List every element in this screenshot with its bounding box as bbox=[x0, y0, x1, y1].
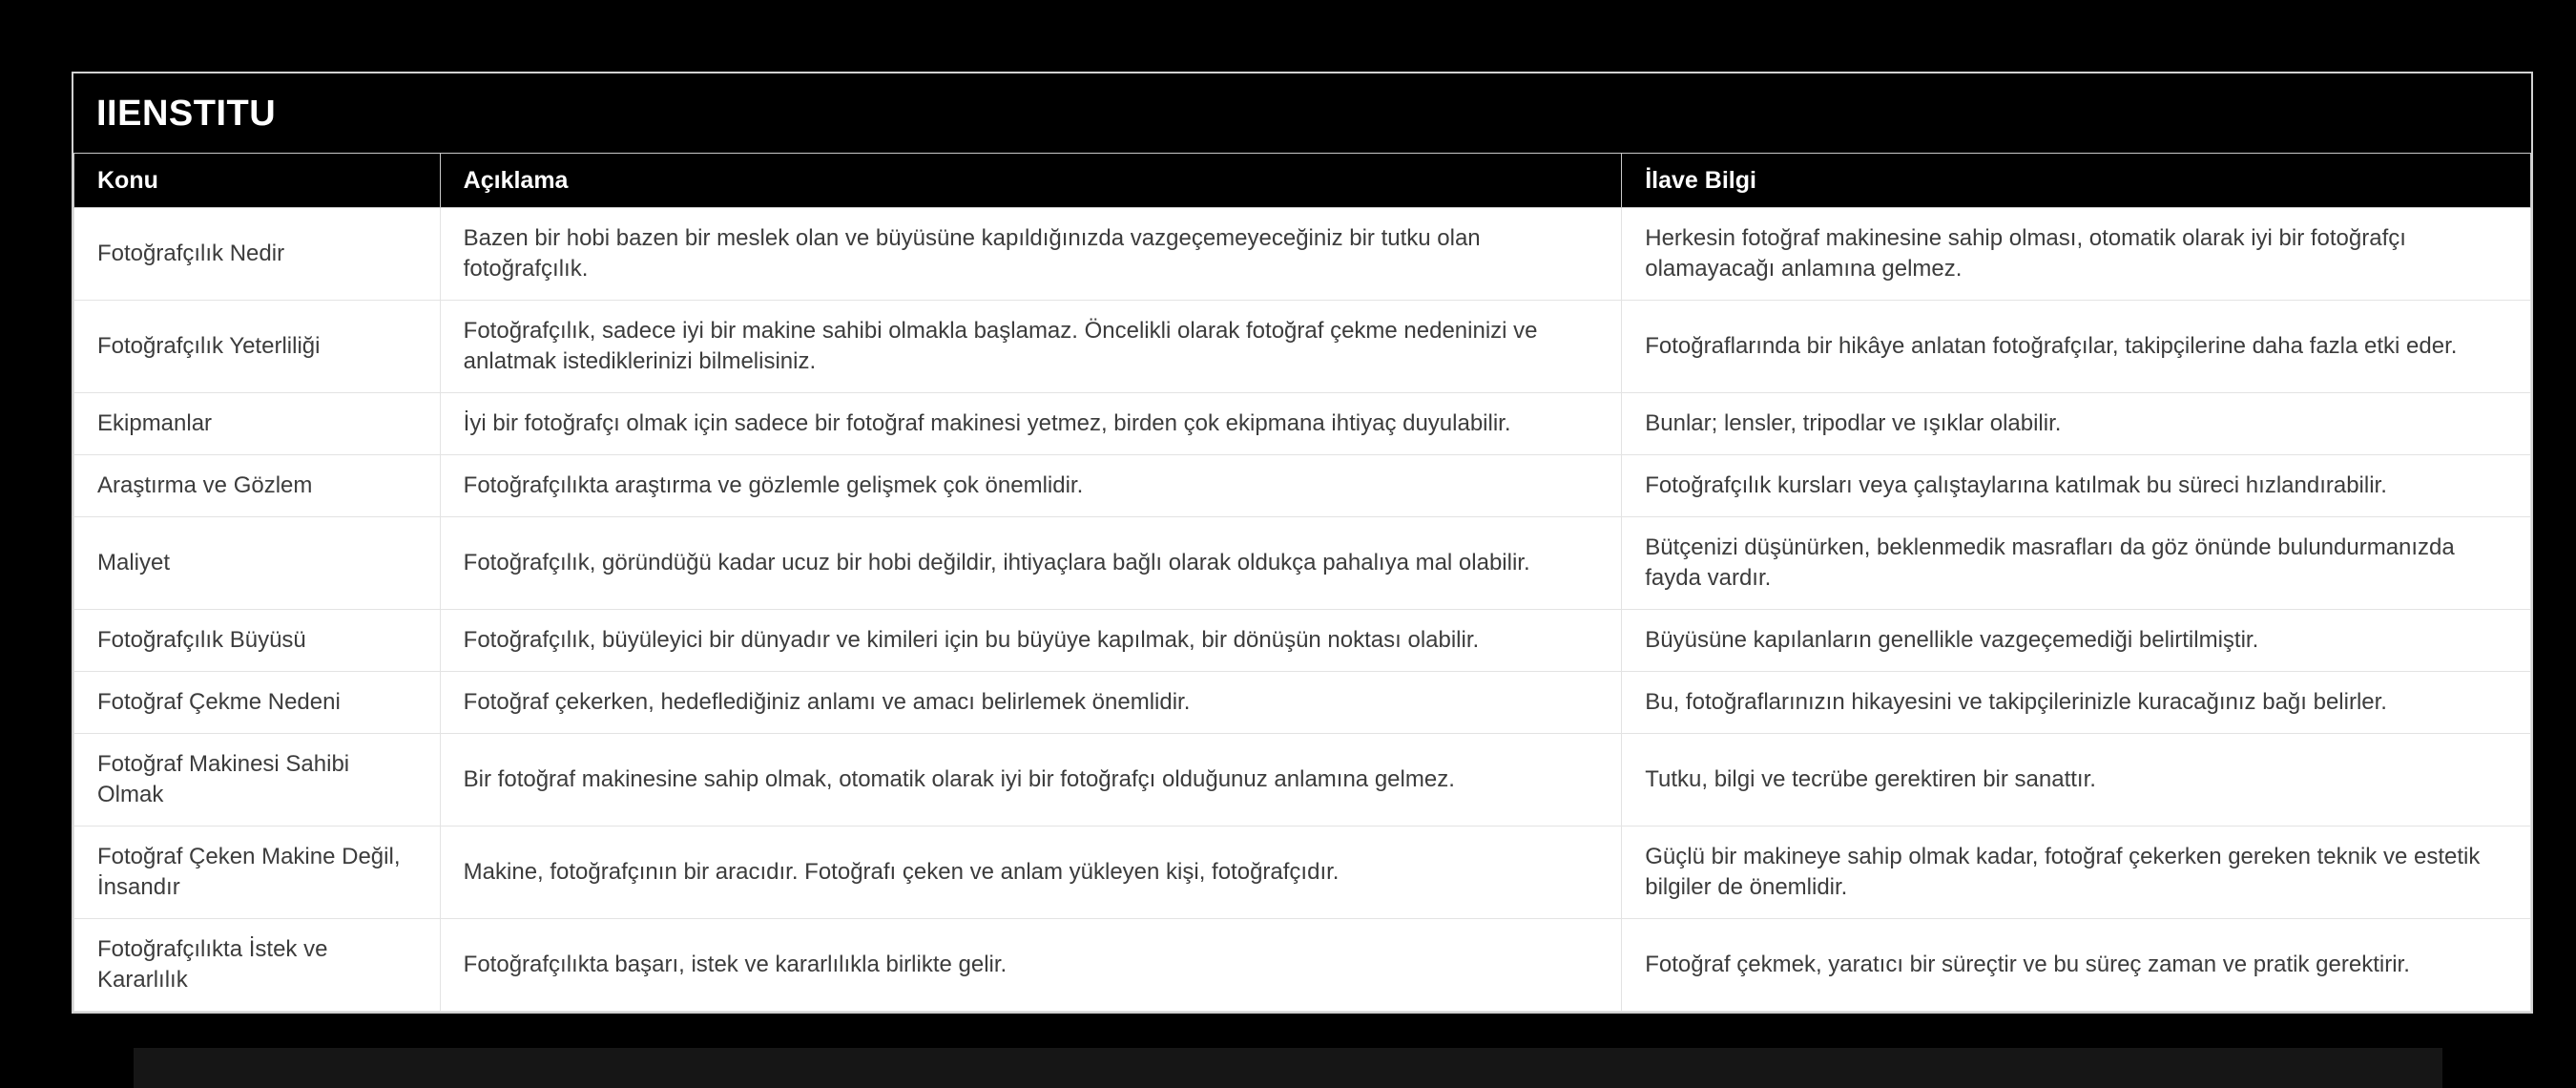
cell-ilave-bilgi: Fotoğraf çekmek, yaratıcı bir süreçtir ve bu süreç zaman ve pratik gerektirir. bbox=[1622, 919, 2531, 1012]
cell-aciklama: Bir fotoğraf makinesine sahip olmak, otomatik olarak iyi bir fotoğrafçı olduğunuz anlamına gelmez. bbox=[440, 734, 1622, 826]
column-header-konu: Konu bbox=[74, 154, 441, 208]
cell-konu: Fotoğraf Çekme Nedeni bbox=[74, 672, 441, 734]
cell-konu: Maliyet bbox=[74, 517, 441, 610]
cell-aciklama: Bazen bir hobi bazen bir meslek olan ve büyüsüne kapıldığınızda vazgeçemeyeceğiniz bir tutku olan fotoğrafçılık. bbox=[440, 208, 1622, 301]
topics-table bbox=[73, 153, 2531, 1012]
table-row bbox=[74, 826, 2531, 919]
table-row bbox=[74, 517, 2531, 610]
table-row bbox=[74, 672, 2531, 734]
cell-konu: Fotoğrafçılıkta İstek ve Kararlılık bbox=[74, 919, 441, 1012]
table-row bbox=[74, 610, 2531, 672]
cell-ilave-bilgi: Tutku, bilgi ve tecrübe gerektiren bir sanattır. bbox=[1622, 734, 2531, 826]
cell-konu: Fotoğrafçılık Nedir bbox=[74, 208, 441, 301]
table-header bbox=[74, 154, 2531, 208]
cell-aciklama: Fotoğrafçılık, büyüleyici bir dünyadır ve kimileri için bu büyüye kapılmak, bir dönüşün noktası olabilir. bbox=[440, 610, 1622, 672]
column-header-aciklama: Açıklama bbox=[440, 154, 1622, 208]
table-row bbox=[74, 301, 2531, 393]
table-header-row bbox=[74, 154, 2531, 208]
cell-aciklama: Fotoğrafçılık, sadece iyi bir makine sahibi olmakla başlamaz. Öncelikli olarak fotoğraf çekme nedeninizi ve anlatmak istediklerinizi bilmelisiniz. bbox=[440, 301, 1622, 393]
card-title-bar bbox=[73, 73, 2531, 153]
cell-ilave-bilgi: Güçlü bir makineye sahip olmak kadar, fotoğraf çekerken gereken teknik ve estetik bilgiler de önemlidir. bbox=[1622, 826, 2531, 919]
column-header-ilave-bilgi: İlave Bilgi bbox=[1622, 154, 2531, 208]
cell-ilave-bilgi: Büyüsüne kapılanların genellikle vazgeçemediği belirtilmiştir. bbox=[1622, 610, 2531, 672]
cell-ilave-bilgi: Bütçenizi düşünürken, beklenmedik masrafları da göz önünde bulundurmanızda fayda vardır. bbox=[1622, 517, 2531, 610]
content-card bbox=[72, 72, 2533, 1014]
cell-konu: Fotoğrafçılık Yeterliliği bbox=[74, 301, 441, 393]
table-row bbox=[74, 734, 2531, 826]
cell-aciklama: Fotoğraf çekerken, hedeflediğiniz anlamı ve amacı belirlemek önemlidir. bbox=[440, 672, 1622, 734]
table-row bbox=[74, 455, 2531, 517]
page-title: IIENSTITU bbox=[96, 94, 277, 134]
table-row bbox=[74, 393, 2531, 455]
cell-ilave-bilgi: Fotoğrafçılık kursları veya çalıştaylarına katılmak bu süreci hızlandırabilir. bbox=[1622, 455, 2531, 517]
table-row bbox=[74, 919, 2531, 1012]
cell-aciklama: İyi bir fotoğrafçı olmak için sadece bir fotoğraf makinesi yetmez, birden çok ekipmana ihtiyaç duyulabilir. bbox=[440, 393, 1622, 455]
cell-aciklama: Fotoğrafçılıkta başarı, istek ve kararlılıkla birlikte gelir. bbox=[440, 919, 1622, 1012]
cell-aciklama: Makine, fotoğrafçının bir aracıdır. Fotoğrafı çeken ve anlam yükleyen kişi, fotoğrafçıdır. bbox=[440, 826, 1622, 919]
cell-konu: Araştırma ve Gözlem bbox=[74, 455, 441, 517]
cell-ilave-bilgi: Herkesin fotoğraf makinesine sahip olması, otomatik olarak iyi bir fotoğrafçı olamayacağı anlamına gelmez. bbox=[1622, 208, 2531, 301]
cell-ilave-bilgi: Fotoğraflarında bir hikâye anlatan fotoğrafçılar, takipçilerine daha fazla etki eder. bbox=[1622, 301, 2531, 393]
cell-aciklama: Fotoğrafçılık, göründüğü kadar ucuz bir hobi değildir, ihtiyaçlara bağlı olarak oldukça pahalıya mal olabilir. bbox=[440, 517, 1622, 610]
table-body bbox=[74, 208, 2531, 1012]
cell-ilave-bilgi: Bu, fotoğraflarınızın hikayesini ve takipçilerinizle kuracağınız bağı belirler. bbox=[1622, 672, 2531, 734]
footer-strip bbox=[134, 1048, 2442, 1088]
table-row bbox=[74, 208, 2531, 301]
cell-konu: Ekipmanlar bbox=[74, 393, 441, 455]
cell-konu: Fotoğraf Makinesi Sahibi Olmak bbox=[74, 734, 441, 826]
cell-konu: Fotoğrafçılık Büyüsü bbox=[74, 610, 441, 672]
cell-aciklama: Fotoğrafçılıkta araştırma ve gözlemle gelişmek çok önemlidir. bbox=[440, 455, 1622, 517]
cell-konu: Fotoğraf Çeken Makine Değil, İnsandır bbox=[74, 826, 441, 919]
cell-ilave-bilgi: Bunlar; lensler, tripodlar ve ışıklar olabilir. bbox=[1622, 393, 2531, 455]
